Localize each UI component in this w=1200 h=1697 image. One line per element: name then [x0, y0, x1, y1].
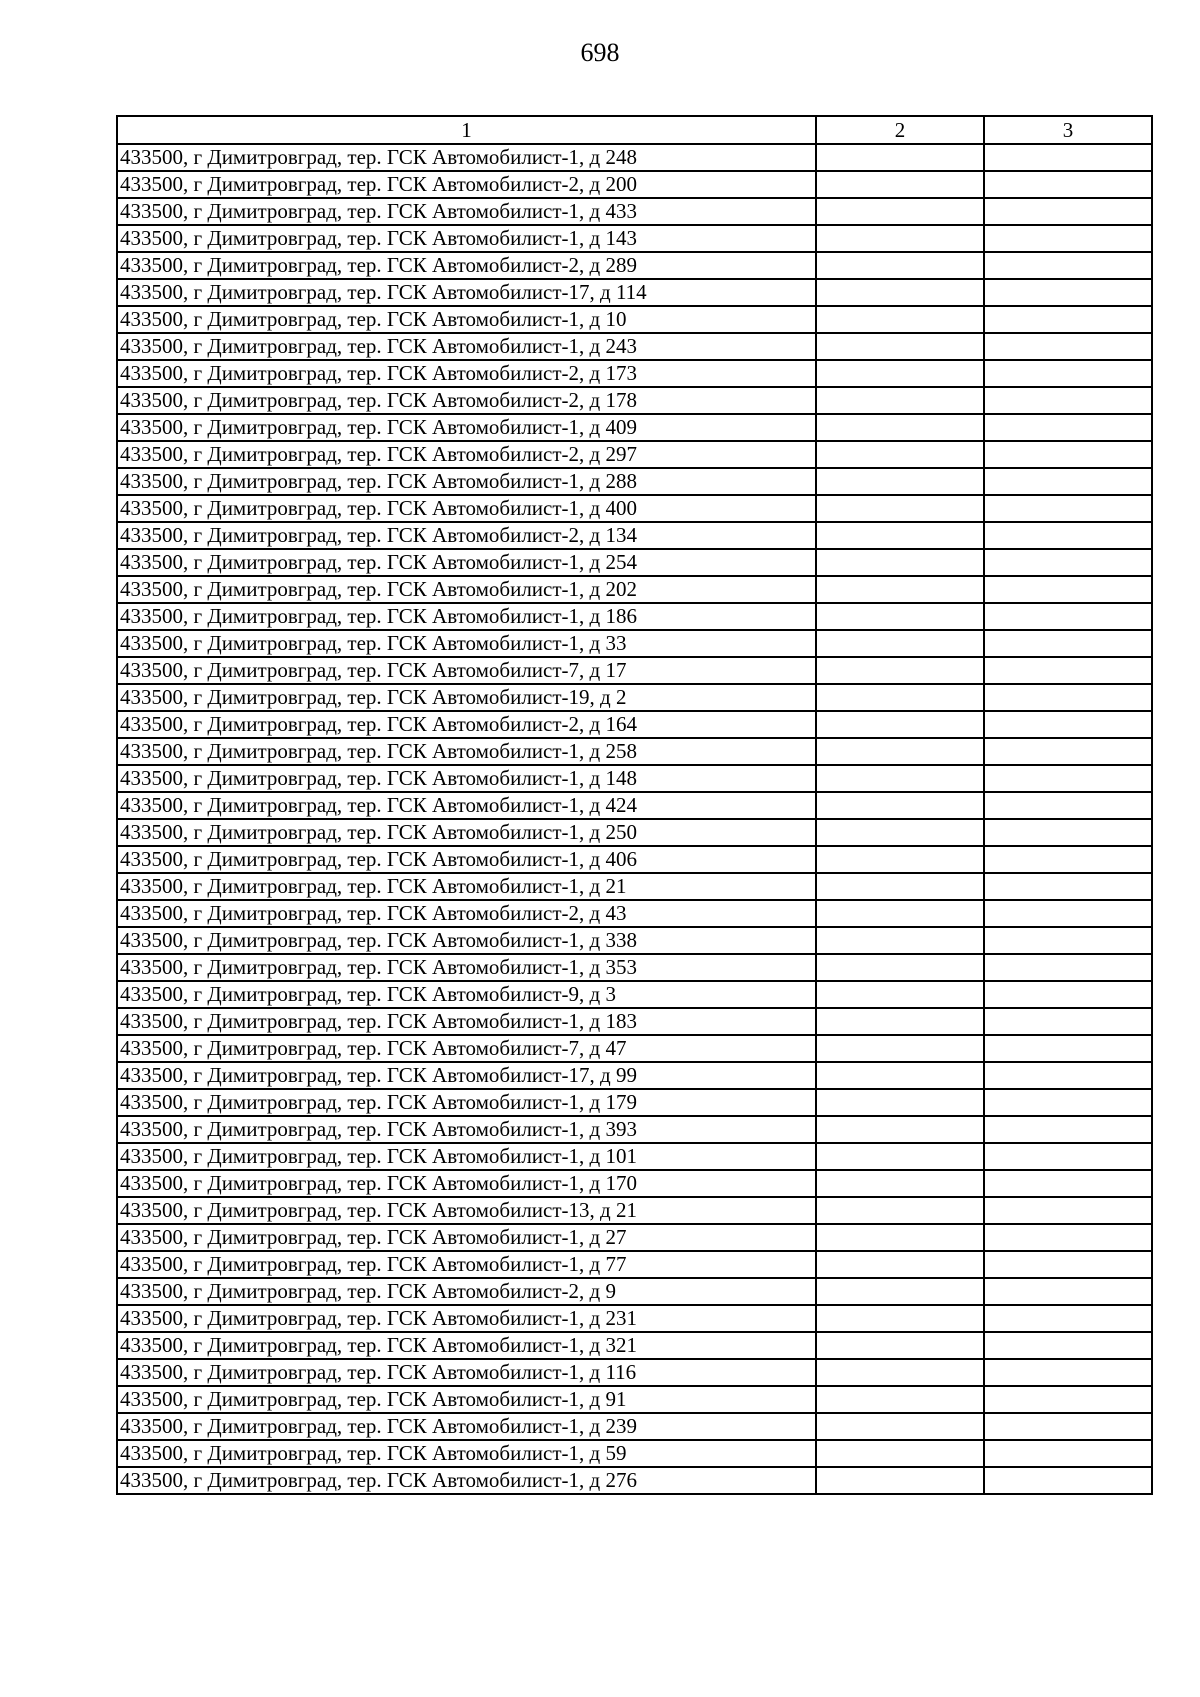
value-cell-3 [984, 1008, 1152, 1035]
value-cell-2 [816, 387, 984, 414]
table-row [117, 522, 1152, 549]
value-cell-3 [984, 1440, 1152, 1467]
address-cell: 433500, г Димитровград, тер. ГСК Автомобилист-1, д 248 [117, 144, 816, 171]
address-cell: 433500, г Димитровград, тер. ГСК Автомобилист-7, д 47 [117, 1035, 816, 1062]
address-cell: 433500, г Димитровград, тер. ГСК Автомобилист-17, д 114 [117, 279, 816, 306]
address-cell: 433500, г Димитровград, тер. ГСК Автомобилист-1, д 250 [117, 819, 816, 846]
table-row [117, 1224, 1152, 1251]
value-cell-2 [816, 333, 984, 360]
value-cell-2 [816, 630, 984, 657]
value-cell-2 [816, 1413, 984, 1440]
value-cell-3 [984, 1116, 1152, 1143]
table-row [117, 252, 1152, 279]
value-cell-2 [816, 873, 984, 900]
table-row [117, 1413, 1152, 1440]
table-row [117, 846, 1152, 873]
value-cell-3 [984, 333, 1152, 360]
value-cell-2 [816, 792, 984, 819]
table-row [117, 360, 1152, 387]
value-cell-3 [984, 873, 1152, 900]
table-row [117, 387, 1152, 414]
value-cell-3 [984, 1089, 1152, 1116]
value-cell-2 [816, 1143, 984, 1170]
address-cell: 433500, г Димитровград, тер. ГСК Автомобилист-1, д 10 [117, 306, 816, 333]
table-row [117, 981, 1152, 1008]
value-cell-3 [984, 981, 1152, 1008]
value-cell-3 [984, 1251, 1152, 1278]
table-row [117, 1143, 1152, 1170]
address-table [116, 115, 1153, 1495]
table-row [117, 900, 1152, 927]
address-cell: 433500, г Димитровград, тер. ГСК Автомобилист-1, д 186 [117, 603, 816, 630]
value-cell-3 [984, 1143, 1152, 1170]
address-cell: 433500, г Димитровград, тер. ГСК Автомобилист-2, д 173 [117, 360, 816, 387]
value-cell-2 [816, 306, 984, 333]
address-cell: 433500, г Димитровград, тер. ГСК Автомобилист-1, д 353 [117, 954, 816, 981]
value-cell-3 [984, 441, 1152, 468]
value-cell-2 [816, 1332, 984, 1359]
address-cell: 433500, г Димитровград, тер. ГСК Автомобилист-1, д 276 [117, 1467, 816, 1494]
address-cell: 433500, г Димитровград, тер. ГСК Автомобилист-1, д 400 [117, 495, 816, 522]
table-row [117, 1332, 1152, 1359]
table-row [117, 1278, 1152, 1305]
value-cell-2 [816, 765, 984, 792]
value-cell-3 [984, 144, 1152, 171]
table-row [117, 819, 1152, 846]
table-row [117, 198, 1152, 225]
table-row [117, 738, 1152, 765]
value-cell-2 [816, 1467, 984, 1494]
address-cell: 433500, г Димитровград, тер. ГСК Автомобилист-2, д 134 [117, 522, 816, 549]
address-cell: 433500, г Димитровград, тер. ГСК Автомобилист-2, д 9 [117, 1278, 816, 1305]
value-cell-3 [984, 306, 1152, 333]
value-cell-2 [816, 225, 984, 252]
address-cell: 433500, г Димитровград, тер. ГСК Автомобилист-19, д 2 [117, 684, 816, 711]
value-cell-2 [816, 1440, 984, 1467]
table-row [117, 414, 1152, 441]
value-cell-3 [984, 468, 1152, 495]
table-row [117, 576, 1152, 603]
value-cell-3 [984, 414, 1152, 441]
address-cell: 433500, г Димитровград, тер. ГСК Автомобилист-1, д 183 [117, 1008, 816, 1035]
value-cell-3 [984, 1359, 1152, 1386]
value-cell-2 [816, 414, 984, 441]
address-cell: 433500, г Димитровград, тер. ГСК Автомобилист-1, д 258 [117, 738, 816, 765]
address-cell: 433500, г Димитровград, тер. ГСК Автомобилист-1, д 27 [117, 1224, 816, 1251]
address-cell: 433500, г Димитровград, тер. ГСК Автомобилист-1, д 21 [117, 873, 816, 900]
address-cell: 433500, г Димитровград, тер. ГСК Автомобилист-7, д 17 [117, 657, 816, 684]
value-cell-2 [816, 576, 984, 603]
value-cell-2 [816, 252, 984, 279]
value-cell-3 [984, 738, 1152, 765]
value-cell-2 [816, 819, 984, 846]
address-cell: 433500, г Димитровград, тер. ГСК Автомобилист-1, д 406 [117, 846, 816, 873]
value-cell-2 [816, 549, 984, 576]
address-cell: 433500, г Димитровград, тер. ГСК Автомобилист-1, д 33 [117, 630, 816, 657]
table-row [117, 792, 1152, 819]
value-cell-2 [816, 927, 984, 954]
address-cell: 433500, г Димитровград, тер. ГСК Автомобилист-2, д 43 [117, 900, 816, 927]
value-cell-3 [984, 1170, 1152, 1197]
value-cell-2 [816, 1062, 984, 1089]
table-row [117, 279, 1152, 306]
address-cell: 433500, г Димитровград, тер. ГСК Автомобилист-1, д 424 [117, 792, 816, 819]
address-cell: 433500, г Димитровград, тер. ГСК Автомобилист-2, д 178 [117, 387, 816, 414]
address-cell: 433500, г Димитровград, тер. ГСК Автомобилист-1, д 59 [117, 1440, 816, 1467]
value-cell-2 [816, 1116, 984, 1143]
address-cell: 433500, г Димитровград, тер. ГСК Автомобилист-1, д 101 [117, 1143, 816, 1170]
page-number: 698 [580, 38, 620, 67]
value-cell-3 [984, 198, 1152, 225]
value-cell-2 [816, 144, 984, 171]
value-cell-2 [816, 738, 984, 765]
address-cell: 433500, г Димитровград, тер. ГСК Автомобилист-1, д 77 [117, 1251, 816, 1278]
value-cell-3 [984, 495, 1152, 522]
value-cell-2 [816, 711, 984, 738]
address-cell: 433500, г Димитровград, тер. ГСК Автомобилист-1, д 179 [117, 1089, 816, 1116]
column-header-2: 2 [816, 116, 984, 144]
address-cell: 433500, г Димитровград, тер. ГСК Автомобилист-1, д 433 [117, 198, 816, 225]
table-row [117, 1197, 1152, 1224]
table-row [117, 1359, 1152, 1386]
value-cell-3 [984, 1224, 1152, 1251]
table-row [117, 225, 1152, 252]
value-cell-3 [984, 360, 1152, 387]
value-cell-3 [984, 522, 1152, 549]
value-cell-2 [816, 1224, 984, 1251]
value-cell-3 [984, 171, 1152, 198]
value-cell-2 [816, 954, 984, 981]
value-cell-2 [816, 603, 984, 630]
address-cell: 433500, г Димитровград, тер. ГСК Автомобилист-1, д 143 [117, 225, 816, 252]
value-cell-3 [984, 1035, 1152, 1062]
value-cell-3 [984, 225, 1152, 252]
value-cell-2 [816, 198, 984, 225]
address-cell: 433500, г Димитровград, тер. ГСК Автомобилист-2, д 200 [117, 171, 816, 198]
table-row [117, 684, 1152, 711]
value-cell-3 [984, 792, 1152, 819]
table-row [117, 1116, 1152, 1143]
table-body [117, 144, 1152, 1494]
table-row [117, 468, 1152, 495]
address-cell: 433500, г Димитровград, тер. ГСК Автомобилист-17, д 99 [117, 1062, 816, 1089]
table-row [117, 144, 1152, 171]
table-row [117, 630, 1152, 657]
table-row [117, 333, 1152, 360]
address-cell: 433500, г Димитровград, тер. ГСК Автомобилист-1, д 288 [117, 468, 816, 495]
value-cell-3 [984, 954, 1152, 981]
value-cell-3 [984, 549, 1152, 576]
value-cell-2 [816, 1197, 984, 1224]
address-cell: 433500, г Димитровград, тер. ГСК Автомобилист-2, д 289 [117, 252, 816, 279]
value-cell-2 [816, 981, 984, 1008]
address-cell: 433500, г Димитровград, тер. ГСК Автомобилист-13, д 21 [117, 1197, 816, 1224]
value-cell-2 [816, 441, 984, 468]
value-cell-2 [816, 846, 984, 873]
table-row [117, 1467, 1152, 1494]
value-cell-2 [816, 684, 984, 711]
address-cell: 433500, г Димитровград, тер. ГСК Автомобилист-2, д 297 [117, 441, 816, 468]
value-cell-3 [984, 684, 1152, 711]
value-cell-3 [984, 1386, 1152, 1413]
table-row [117, 1062, 1152, 1089]
value-cell-2 [816, 900, 984, 927]
table-row [117, 603, 1152, 630]
value-cell-3 [984, 1332, 1152, 1359]
value-cell-2 [816, 495, 984, 522]
value-cell-2 [816, 1035, 984, 1062]
value-cell-3 [984, 657, 1152, 684]
value-cell-3 [984, 1278, 1152, 1305]
value-cell-2 [816, 171, 984, 198]
value-cell-3 [984, 765, 1152, 792]
table-row [117, 1170, 1152, 1197]
table-row [117, 927, 1152, 954]
value-cell-2 [816, 468, 984, 495]
value-cell-3 [984, 1467, 1152, 1494]
address-cell: 433500, г Димитровград, тер. ГСК Автомобилист-1, д 170 [117, 1170, 816, 1197]
value-cell-2 [816, 1170, 984, 1197]
value-cell-3 [984, 900, 1152, 927]
table-row [117, 711, 1152, 738]
value-cell-3 [984, 387, 1152, 414]
address-cell: 433500, г Димитровград, тер. ГСК Автомобилист-9, д 3 [117, 981, 816, 1008]
table-row [117, 549, 1152, 576]
value-cell-2 [816, 360, 984, 387]
table-row [117, 954, 1152, 981]
table-row [117, 657, 1152, 684]
table-row [117, 1305, 1152, 1332]
value-cell-3 [984, 1197, 1152, 1224]
table-row [117, 1386, 1152, 1413]
value-cell-3 [984, 630, 1152, 657]
column-header-3: 3 [984, 116, 1152, 144]
value-cell-2 [816, 1251, 984, 1278]
address-cell: 433500, г Димитровград, тер. ГСК Автомобилист-1, д 254 [117, 549, 816, 576]
table-row [117, 1035, 1152, 1062]
address-cell: 433500, г Димитровград, тер. ГСК Автомобилист-1, д 116 [117, 1359, 816, 1386]
value-cell-3 [984, 927, 1152, 954]
value-cell-3 [984, 603, 1152, 630]
value-cell-2 [816, 522, 984, 549]
address-cell: 433500, г Димитровград, тер. ГСК Автомобилист-1, д 91 [117, 1386, 816, 1413]
value-cell-2 [816, 1305, 984, 1332]
address-cell: 433500, г Димитровград, тер. ГСК Автомобилист-2, д 164 [117, 711, 816, 738]
value-cell-2 [816, 1008, 984, 1035]
value-cell-3 [984, 711, 1152, 738]
value-cell-2 [816, 279, 984, 306]
value-cell-2 [816, 657, 984, 684]
address-cell: 433500, г Димитровград, тер. ГСК Автомобилист-1, д 239 [117, 1413, 816, 1440]
table-row [117, 1089, 1152, 1116]
address-cell: 433500, г Димитровград, тер. ГСК Автомобилист-1, д 321 [117, 1332, 816, 1359]
table-row [117, 1251, 1152, 1278]
table-row [117, 441, 1152, 468]
value-cell-2 [816, 1386, 984, 1413]
address-cell: 433500, г Димитровград, тер. ГСК Автомобилист-1, д 243 [117, 333, 816, 360]
column-header-1: 1 [117, 116, 816, 144]
value-cell-2 [816, 1089, 984, 1116]
address-cell: 433500, г Димитровград, тер. ГСК Автомобилист-1, д 338 [117, 927, 816, 954]
value-cell-3 [984, 1305, 1152, 1332]
value-cell-3 [984, 1062, 1152, 1089]
address-cell: 433500, г Димитровград, тер. ГСК Автомобилист-1, д 148 [117, 765, 816, 792]
value-cell-3 [984, 252, 1152, 279]
table-row [117, 1008, 1152, 1035]
value-cell-3 [984, 576, 1152, 603]
address-cell: 433500, г Димитровград, тер. ГСК Автомобилист-1, д 231 [117, 1305, 816, 1332]
value-cell-2 [816, 1278, 984, 1305]
table-row [117, 306, 1152, 333]
table-header-row [117, 116, 1152, 144]
value-cell-2 [816, 1359, 984, 1386]
address-cell: 433500, г Димитровград, тер. ГСК Автомобилист-1, д 409 [117, 414, 816, 441]
table-row [117, 495, 1152, 522]
table-row [117, 1440, 1152, 1467]
table-row [117, 873, 1152, 900]
table-row [117, 765, 1152, 792]
value-cell-3 [984, 846, 1152, 873]
value-cell-3 [984, 279, 1152, 306]
table-row [117, 171, 1152, 198]
value-cell-3 [984, 1413, 1152, 1440]
value-cell-3 [984, 819, 1152, 846]
address-cell: 433500, г Димитровград, тер. ГСК Автомобилист-1, д 393 [117, 1116, 816, 1143]
address-cell: 433500, г Димитровград, тер. ГСК Автомобилист-1, д 202 [117, 576, 816, 603]
